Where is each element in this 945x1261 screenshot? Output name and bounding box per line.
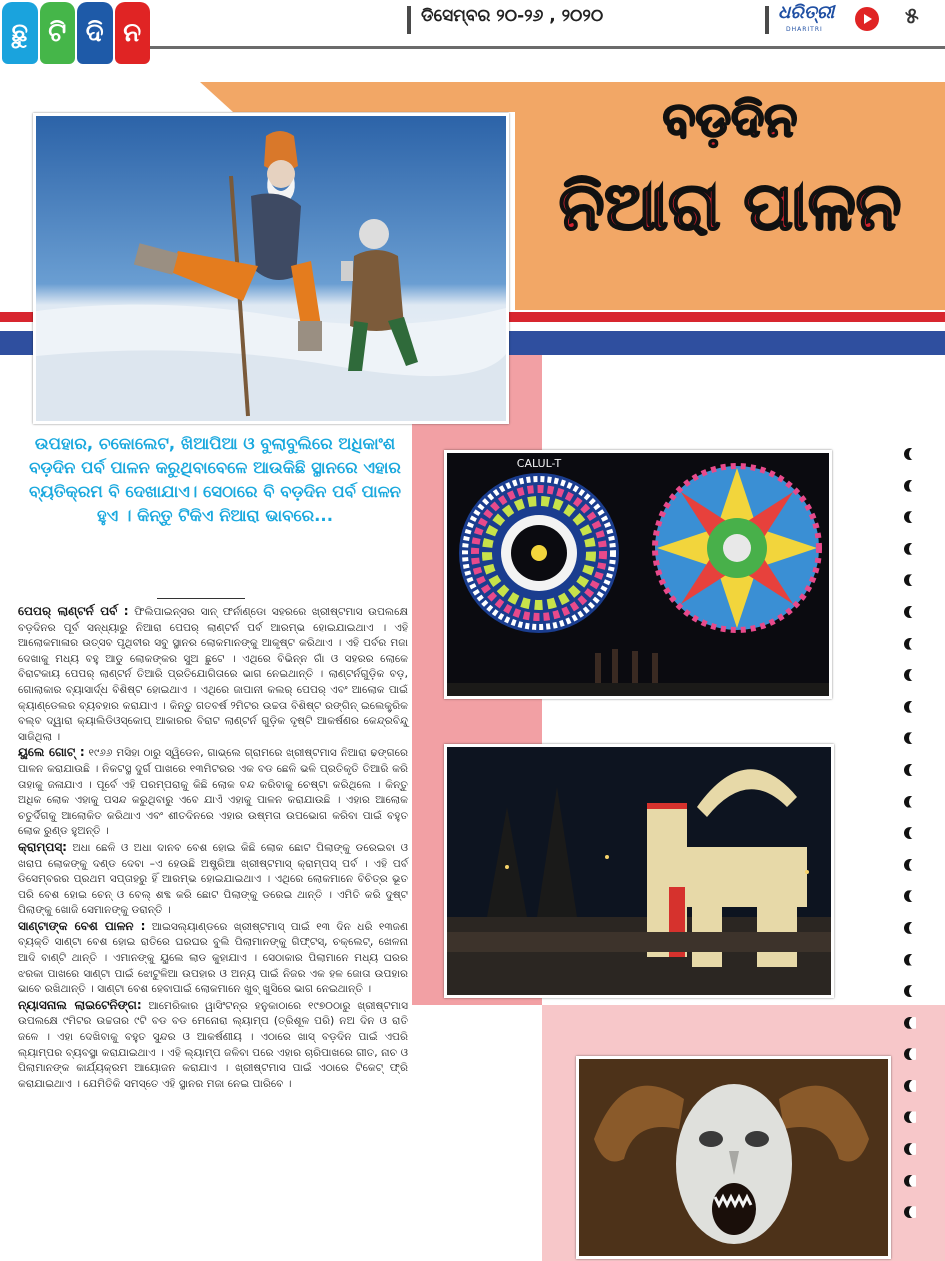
- play-icon: [855, 7, 879, 31]
- crescent-icon: [904, 701, 916, 713]
- crescent-icon: [904, 859, 916, 871]
- crescent-icon: [904, 764, 916, 776]
- paragraph-yule-goat: [18, 745, 408, 840]
- issue-date: ଡିସେମ୍ବର ୨୦-୨୬ , ୨୦୨୦: [421, 6, 604, 26]
- crescent-icon: [904, 574, 916, 586]
- headline-line-2: ନିଆରା ପାଳନ: [558, 168, 902, 245]
- crescent-icon: [904, 1111, 916, 1123]
- crescent-icon: [904, 511, 916, 523]
- crescent-icon: [904, 890, 916, 902]
- logo-letter: ଦି: [77, 2, 113, 64]
- logo-letter: ନ: [115, 2, 151, 64]
- crescent-icon: [904, 985, 916, 997]
- intro-text: ଉପହାର, ଚକୋଲେଟ, ଖିଆପିଆ ଓ ବୁଲାବୁଲିରେ ଅଧିକାଂଶ ବଡ଼ଦିନ ପର୍ବ ପାଳନ କରୁଥିବାବେଳେ ଆଉକିଛି ସ୍ଥାନରେ ଏହାର ବ୍ୟତିକ୍ରମ ବି ଦେଖାଯାଏ। ସେଠାରେ ବି ବଡ଼ଦିନ ପର୍ବ ପାଳନ ହୁଏ । କିନ୍ତୁ ଟିକିଏ ନିଆରା ଭାବରେ...: [29, 434, 401, 525]
- crescent-icon: [904, 732, 916, 744]
- intro-divider: [157, 598, 245, 599]
- crescent-icon: [904, 1017, 916, 1029]
- brand-logo-sub: DHARITRI: [786, 26, 823, 33]
- brand-logo: ଧରିତ୍ରୀ: [778, 2, 835, 23]
- section-logo: [2, 2, 150, 64]
- paragraph-text: ଫିଲିପାଇନ୍ସର ସାନ୍ ଫର୍ନାଣ୍ଡୋ ସହରରେ ଖ୍ରୀଷ୍ଟମାସ ଉପଲକ୍ଷେ ବଡ଼ଦିନର ପୂର୍ବ ସନ୍ଧ୍ୟାରୁ ନିଆରା ପେପର୍ ଲାଣ୍ଟର୍ନ ପର୍ବ ଆରମ୍ଭ ହୋଇଯାଇଥାଏ । ଏହି ଆଲୋକମାଳାର ଉତ୍ସବ ପୃଥିବୀର ସବୁ ସ୍ଥାନର ଲୋକମାନଙ୍କୁ ଆକୃଷ୍ଟ କରିଥାଏ । ଏହି ପର୍ବର ମଜା ଦେଖାକୁ ମଧ୍ୟ ବହୁ ଆଡୁ ଲୋକଙ୍କର ସୁଅ ଛୁଟେ । ଏଥିରେ ବିଭିନ୍ନ ଗାଁ ଓ ସହରର ଲୋକେ ବିରାଟକାୟ ପେପର୍ ଲାଣ୍ଟର୍ନ ତିଆରି ପ୍ରତିଯୋଗିତାରେ ଭାଗ ନେଇଥାନ୍ତି । ଲାଣ୍ଟର୍ନଗୁଡ଼ିକ ବଡ଼, ଗୋଲାକାର ବ୍ୟାସାର୍ଦ୍ଧ ବିଶିଷ୍ଟ ହୋଇଥାଏ । ଏଥିରେ ଜାପାନୀ କଲର୍ ପେପର୍ ଏବଂ ଆଲୋକ ପାଇଁ କ୍ୟାଣ୍ଡେଲର ବ୍ୟବହାର କରାଯାଏ । କିନ୍ତୁ ଗତବର୍ଷ ୨ମିଟର ଉଚ୍ଚତା ବିଶିଷ୍ଟ ରଙ୍ଗିନ୍ ଇଲେକ୍ଟ୍ରିକ ବଲ୍ବ ଦ୍ୱାରା କ୍ୟାଲିଡିଓସ୍କୋପ୍ ଆକାରର ବିରାଟ ଲାଣ୍ଟର୍ନ ଗୁଡ଼ିକ ଦୃଷ୍ଟି ଆକର୍ଷଣର କେନ୍ଦ୍ରବିନ୍ଦୁ ସାଜିଥିଲା ।: [18, 606, 409, 743]
- photo-straw-goat: [444, 744, 834, 998]
- paragraph-santa: [18, 919, 408, 998]
- article-body: [18, 604, 408, 1092]
- paragraph-heading: ୟୁଲେ ଗୋଟ୍ :: [18, 745, 85, 760]
- crescent-icon: [904, 480, 916, 492]
- crescent-icon: [904, 448, 916, 460]
- crescent-icon: [904, 606, 916, 618]
- crescent-icon: [904, 922, 916, 934]
- crescent-icon: [904, 954, 916, 966]
- photo-krampus-mask: [576, 1056, 891, 1259]
- paragraph-paper-lantern: [18, 604, 408, 745]
- paragraph-text: ଅଧା ଛେଳି ଓ ଅଧା ଦାନବ ବେଶ ହୋଇ କିଛି ଲୋକ ଛୋଟ ପିଲାଙ୍କୁ ଡରେଇବା ଓ ଖରାପ ଲୋକଙ୍କୁ ଦଣ୍ଡ ଦେବା –ଏ ହେଉଛି ଅଷ୍ଟ୍ରିଆ ଖ୍ରୀଷ୍ଟମାସ୍ କ୍ରାମ୍ପସ୍ ପର୍ବ । ଏହି ପର୍ବ ଡିସେମ୍ବରର ପ୍ରଥମ ସପ୍ତାହରୁ ହିଁ ଆରମ୍ଭ ହୋଇଯାଇଥାଏ । ଏଥିରେ ଲୋକମାନେ ବିଚିତ୍ର ଭୂତ ପରି ବେଶ ହୋଇ ଚେନ୍ ଓ ବେଲ୍ ଶବ୍ଦ କରି ଛୋଟ ପିଲାଙ୍କୁ ଡରେଇ ଥାନ୍ତି । ଏମିତି କରି ଦୁଷ୍ଟ ପିଲାଙ୍କୁ ଖୋଜି ସେମାନଙ୍କୁ ଡରାନ୍ତି ।: [18, 841, 408, 917]
- paragraph-heading: ନ୍ୟାସନାଲ ଲାଇଟେନିଙ୍ଗ:: [18, 997, 142, 1012]
- crescent-icon: [904, 1143, 916, 1155]
- crescent-icon: [904, 543, 916, 555]
- header-divider: [765, 6, 769, 34]
- logo-letter: ଛୁ: [2, 2, 38, 64]
- crescent-icon: [904, 1048, 916, 1060]
- crescent-icon: [904, 1175, 916, 1187]
- crescent-icon: [904, 1080, 916, 1092]
- paragraph-heading: କ୍ରାମ୍ପସ୍:: [18, 839, 67, 854]
- crescent-icon: [904, 638, 916, 650]
- photo-snow-dancers: [33, 113, 509, 424]
- paragraph-heading: ସାଣ୍ଟାଙ୍କ ବେଶ ପାଳନ :: [18, 918, 146, 933]
- lantern-sign: CALUL-T: [516, 457, 562, 470]
- paragraph-text: ୧୯୬୬ ମସିହା ଠାରୁ ସ୍ୱିଡେନ, ଗାଭ୍ଲେ ଗ୍ରାମରେ ଖ୍ରୀଷ୍ଟମାସ ନିଆରା ଢଙ୍ଗରେ ପାଳନ କରାଯାଉଛି । ନିକଟସ୍ଥ ଦୁର୍ଗ ପାଖରେ ୧୩ମିଟରର ଏକ ବଡ ଛେଳି ଭଳି ପ୍ରତିକୃତି ତିଆରି କରି ତାହାକୁ ଜଳାଯାଏ । ପୂର୍ବେ ଏହି ପରମ୍ପରାକୁ କିଛି ଲୋକ ବନ୍ଦ କରିବାକୁ ଚେଷ୍ଟା କରିଥିଲେ । କିନ୍ତୁ ଅଧିକ ଲୋକ ଏହାକୁ ପସନ୍ଦ କରୁଥିବାରୁ ଏବେ ଯାଏଁ ଏହାକୁ ପାଳନ କରାଯାଉଛି । ଏହାର ଆଲୋକ ଚତୁର୍ଦିଗକୁ ଆଲୋକିତ କରିଥାଏ ଏବଂ ଶୀତଦିନରେ ଏହାର ଉଷ୍ମତା ଉପଭୋଗ କରିବା ପାଇଁ ବହୁତ ଲୋକ ରୁଣ୍ଡ ହୁଅନ୍ତି ।: [18, 747, 408, 838]
- headline-line-1: ବଡ଼ଦିନ: [662, 92, 798, 148]
- paragraph-text: ଆଇସଲ୍ୟାଣ୍ଡରେ ଖ୍ରୀଷ୍ଟମାସ୍ ପାଇଁ ୧୩ ଦିନ ଧରି ୧୩ଜଣ ବ୍ୟକ୍ତି ସାଣ୍ଟା ବେଶ ହୋଇ ରାତିରେ ଘରଘର ବୁଲି ପିଲାମାନଙ୍କୁ ଗିଫ୍ଟସ୍, ଚକ୍ଲେଟ୍, ଖେଳନା ଆଦି ବାଣ୍ଟି ଥାନ୍ତି । ଏମାନଙ୍କୁ ୟୁଲେ ଲାଡ କୁହାଯାଏ । ସେଠାକାର ପିଲାମାନେ ମଧ୍ୟ ଘରର ଝରକା ପାଖରେ ସାଣ୍ଟା ପାଇଁ ଝୋଟୁଳିଆ ଉପହାର ଓ ଅନ୍ୟ ପାଇଁ ନିଜର ଏକ ହଳ ଜୋତା ଉପହାର ଭାବେ ରଖିଥାନ୍ତି । ସାଣ୍ଟା ବେଶ ହେବାପାଇଁ ଲୋକମାନେ ଖୁବ୍ ଖୁସିରେ ଭାଗ ନେଇଥାନ୍ତି ।: [18, 920, 408, 996]
- crescent-icon: [904, 669, 916, 681]
- header-divider: [407, 6, 411, 34]
- crescent-icon: [904, 796, 916, 808]
- page-number: ୫: [905, 4, 919, 29]
- paragraph-national-lighting: [18, 998, 408, 1093]
- decorative-bullets: [904, 448, 924, 1218]
- logo-letter: ଟି: [40, 2, 76, 64]
- crescent-icon: [904, 1206, 916, 1218]
- title-accent: [200, 82, 530, 112]
- photo-giant-lanterns: [444, 450, 832, 699]
- paragraph-heading: ପେପର୍ ଲାଣ୍ଟର୍ନ ପର୍ବ :: [18, 604, 129, 618]
- paragraph-text: ଆମେରିକାର ୱାସିଂଟନ୍‌ର ହନୁକାଠାରେ ୧୯୭୦ଠାରୁ ଖ୍ରୀଷ୍ଟମାସ ଉପଲକ୍ଷେ ୯ମିଟର ଉଚ୍ଚତାର ୯ଟି ବଡ ବଡ ମେନୋରା ଲ୍ୟାମ୍ପ (ତ୍ରିଶୂଳ ପରି) ନଅ ଦିନ ଓ ରାତି ଜଳେ । ଏହା ଦେଖିବାକୁ ବହୁତ ସୁନ୍ଦର ଓ ଆକର୍ଷଣୀୟ । ଏଠାରେ ଖାସ୍ ବଡ଼ଦିନ ପାଇଁ ଏପରି ଲ୍ୟାମ୍ପର ବ୍ୟବସ୍ଥା କରାଯାଇଥାଏ । ଏହି ଲ୍ୟାମ୍ପ ଜଳିବା ପରେ ଏହାର ଚାରିପାଖରେ ଗୀତ, ନାଚ ଓ ପିଲାମାନଙ୍କ କାର୍ଯ୍ୟକ୍ରମ ଆୟୋଜନ କରାଯାଏ । ଖ୍ରୀଷ୍ଟମାସ ପାଇଁ ଏଠାରେ ଟିକେଟ୍ ଫ୍ରି କରାଯାଇଥାଏ । ଯେମିତିକି ସମସ୍ତେ ଏହି ସ୍ଥାନର ମଜା ନେଇ ପାରିବେ ।: [18, 999, 408, 1090]
- paragraph-krampus: [18, 840, 408, 919]
- header-rule: [150, 46, 945, 49]
- crescent-icon: [904, 827, 916, 839]
